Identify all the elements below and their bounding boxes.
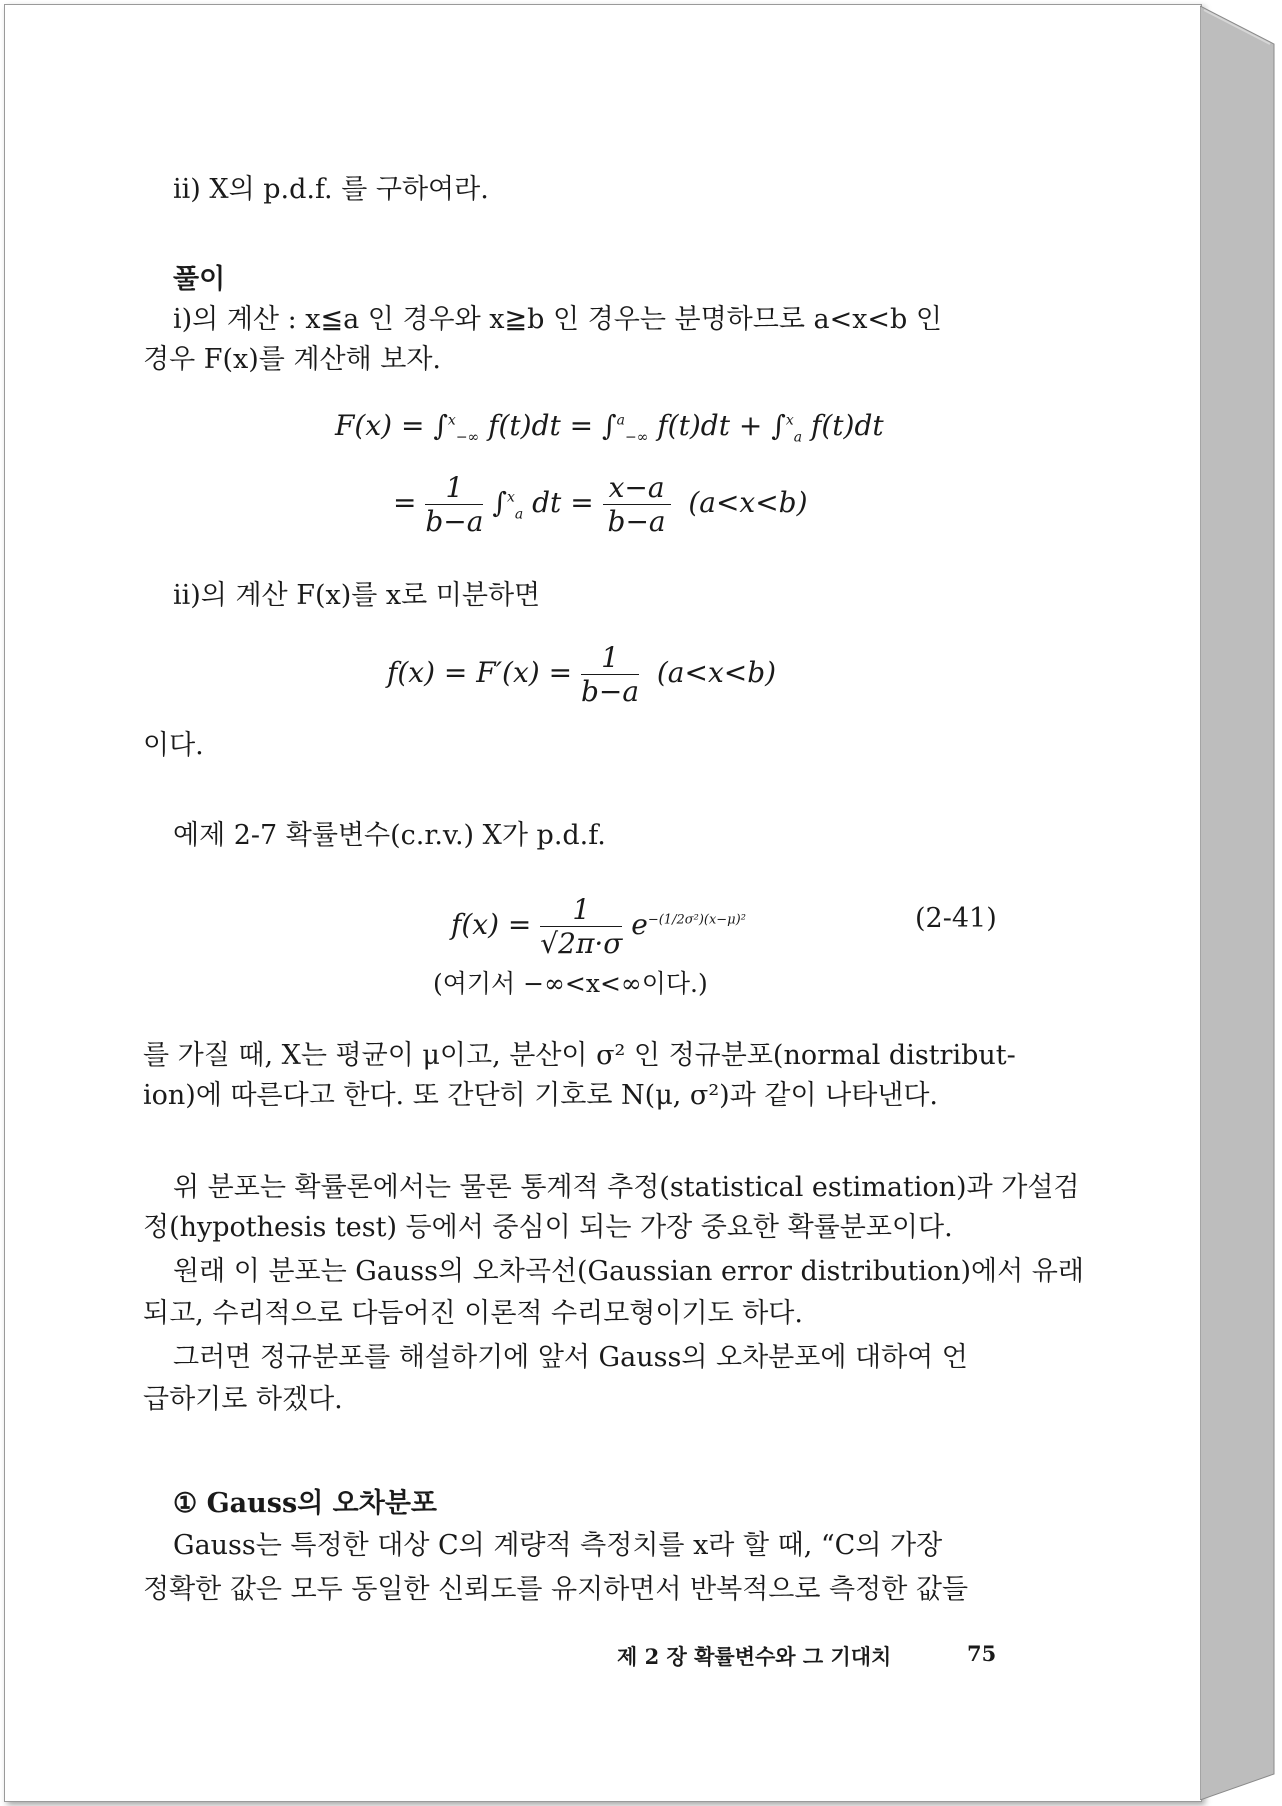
equation-cdf-result: = $\frac{1}{b-a}$ ∫$^x_a$ dt = $\frac{x-a}{b-a}$ (a<x<b) — [393, 471, 808, 538]
text-line: 위 분포는 확률론에서는 물론 통계적 추정(statistical estimation)과 가설검 — [173, 1172, 1080, 1203]
text-line: ii) X의 p.d.f. 를 구하여라. — [173, 174, 489, 205]
text-line: 정확한 값은 모두 동일한 신뢰도를 유지하면서 반복적으로 측정한 값들 — [143, 1574, 969, 1605]
equation-number: (2-41) — [915, 903, 997, 934]
footer-page-number: 75 — [967, 1641, 997, 1666]
example-heading: 예제 2-7 확률변수(c.r.v.) X가 p.d.f. — [173, 820, 606, 851]
book-page — [4, 4, 1202, 1802]
text-line: 정(hypothesis test) 등에서 중심이 되는 가장 중요한 확률분포이다. — [143, 1212, 953, 1243]
section-heading: ① Gauss의 오차분포 — [173, 1488, 437, 1519]
text-line: ii)의 계산 F(x)를 x로 미분하면 — [173, 580, 541, 611]
equation-normal-pdf: f(x) = $\frac{1}{√2\pi\cdot\sigma}$ $e^{-(1/2\sigma^2)(x-\mu)^2}$ — [451, 893, 746, 960]
text-line: 되고, 수리적으로 다듬어진 이론적 수리모형이기도 하다. — [143, 1298, 803, 1329]
text-line: 원래 이 분포는 Gauss의 오차곡선(Gaussian error distribution)에서 유래 — [173, 1256, 1084, 1287]
text-line: ion)에 따른다고 한다. 또 간단히 기호로 N(μ, σ²)과 같이 나타낸다. — [143, 1080, 939, 1111]
text-line: i)의 계산 : x≦a 인 경우와 x≧b 인 경우는 분명하므로 a<x<b 인 — [173, 304, 943, 335]
equation-integral-cdf: F(x) = ∫$^x_{-\infty}$ f(t)dt = ∫$^a_{-\infty}$ f(t)dt + ∫$^x_a$ f(t)dt — [335, 409, 884, 446]
text-line: 경우 F(x)를 계산해 보자. — [143, 344, 442, 375]
text-line: 이다. — [143, 730, 204, 761]
page-stack-edge — [1200, 4, 1278, 1800]
solution-heading: 풀이 — [173, 264, 226, 295]
equation-pdf-uniform: f(x) = F′(x) = $\frac{1}{b-a}$ (a<x<b) — [387, 641, 777, 708]
text-line: 급하기로 하겠다. — [143, 1384, 343, 1415]
equation-condition: (여기서 −∞<x<∞이다.) — [433, 969, 708, 998]
text-line: 그러면 정규분포를 해설하기에 앞서 Gauss의 오차분포에 대하여 언 — [173, 1342, 968, 1373]
text-line: Gauss는 특정한 대상 C의 계량적 측정치를 x라 할 때, “C의 가장 — [173, 1530, 943, 1561]
footer-chapter: 제 2 장 확률변수와 그 기대치 — [617, 1644, 892, 1669]
text-line: 를 가질 때, X는 평균이 μ이고, 분산이 σ² 인 정규분포(normal distribut- — [143, 1040, 1016, 1071]
